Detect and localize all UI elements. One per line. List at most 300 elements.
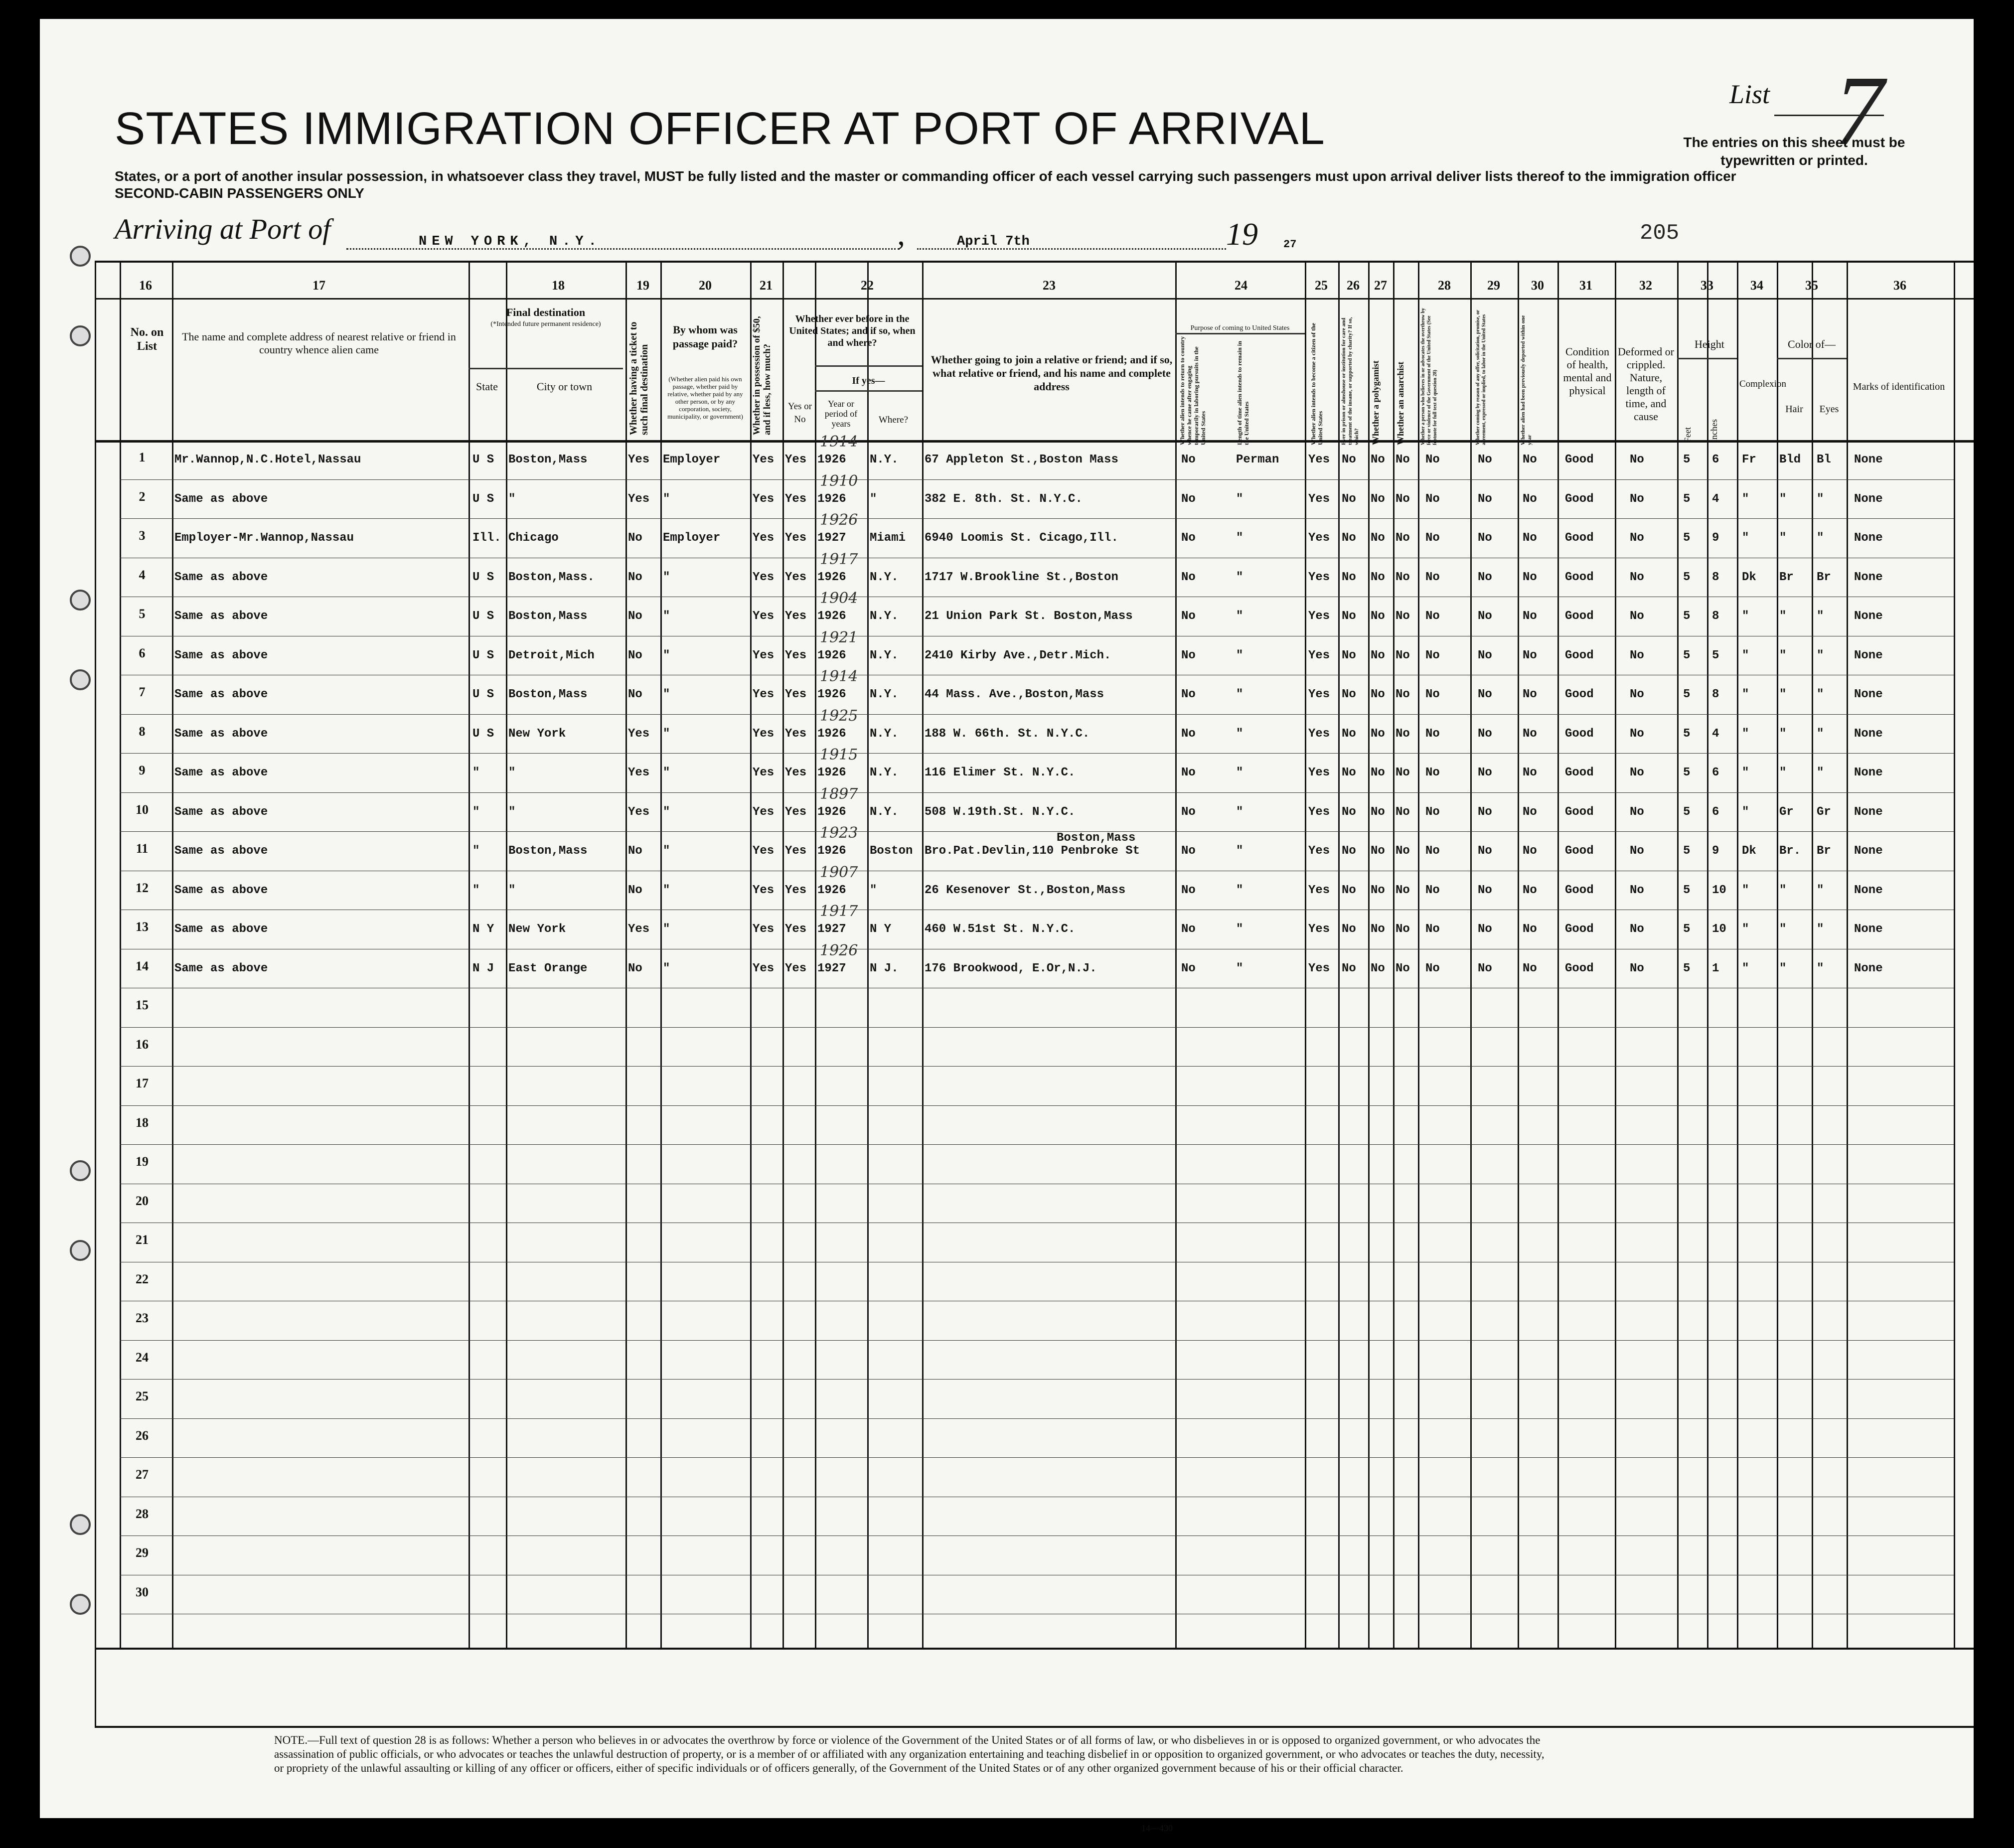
cell-p1: No xyxy=(1181,962,1196,975)
row-rule xyxy=(120,831,1954,832)
cell-yr: 1927 xyxy=(817,923,846,936)
cell-comp: " xyxy=(1742,531,1749,545)
cell-eyes: " xyxy=(1817,492,1824,506)
column-rule xyxy=(1393,261,1394,1648)
cell-city: East Orange xyxy=(508,962,588,975)
cell-fifty: Yes xyxy=(753,492,775,506)
cell-marks: None xyxy=(1854,766,1883,779)
cell-q30: No xyxy=(1523,923,1537,936)
header-q29: Whether coming by reason of any offer, solicitation, promise, or agreement, expressed or implied, to labor in the United States xyxy=(1475,309,1487,445)
cell-city: Chicago xyxy=(508,531,559,545)
column-rule xyxy=(1518,261,1519,1648)
punch-hole xyxy=(70,669,91,690)
cell-q28: No xyxy=(1425,805,1440,819)
cell-q29: No xyxy=(1478,844,1492,858)
row-number: 2 xyxy=(139,489,146,504)
row-number: 27 xyxy=(136,1467,149,1482)
row-rule xyxy=(120,1066,1954,1067)
cell-q28: No xyxy=(1425,531,1440,545)
cell-q30: No xyxy=(1523,492,1537,506)
cell-ticket: Yes xyxy=(628,727,650,741)
header-q30: Whether alien had been previously deported within one year xyxy=(1520,315,1533,445)
cell-fifty: Yes xyxy=(753,649,775,662)
row-number: 23 xyxy=(136,1311,149,1325)
column-number: 21 xyxy=(760,278,773,293)
cell-poly: No xyxy=(1371,766,1385,779)
cell-ticket: No xyxy=(628,649,642,662)
handwritten-year: 1926 xyxy=(820,942,858,959)
arriving-label: Arriving at Port of xyxy=(115,213,331,245)
header-hair: Hair xyxy=(1785,404,1803,415)
cell-yr: 1926 xyxy=(817,610,846,623)
cell-p2: Perman xyxy=(1236,453,1279,466)
column-rule xyxy=(1707,261,1708,1648)
cell-hair: " xyxy=(1779,766,1787,779)
punch-hole xyxy=(70,246,91,267)
cell-ft: 5 xyxy=(1683,571,1691,584)
cell-prison: No xyxy=(1342,453,1356,466)
cell-p1: No xyxy=(1181,844,1196,858)
cell-in: 4 xyxy=(1712,492,1719,506)
handwritten-year: 1914 xyxy=(820,668,858,685)
color-rule xyxy=(1777,358,1847,359)
cell-marks: None xyxy=(1854,805,1883,819)
cell-yr: 1926 xyxy=(817,884,846,897)
cell-fifty: Yes xyxy=(753,884,775,897)
cell-prison: No xyxy=(1342,688,1356,701)
cell-eyes: " xyxy=(1817,531,1824,545)
header-final-destination: Final destination xyxy=(506,306,586,318)
cell-p2: " xyxy=(1236,844,1243,858)
column-rule xyxy=(1812,261,1813,1648)
cell-eyes: " xyxy=(1817,962,1824,975)
cell-rel: Same as above xyxy=(174,962,268,975)
cell-eyes: " xyxy=(1817,884,1824,897)
cell-q28: No xyxy=(1425,884,1440,897)
cell-anar: No xyxy=(1395,844,1410,858)
cell-marks: None xyxy=(1854,884,1883,897)
cell-state: Ill. xyxy=(472,531,501,545)
cell-in: 6 xyxy=(1712,805,1719,819)
cell-where: " xyxy=(870,492,877,506)
row-rule xyxy=(120,518,1954,519)
cell-prison: No xyxy=(1342,844,1356,858)
cell-eyes: " xyxy=(1817,923,1824,936)
cell-health: Good xyxy=(1565,649,1594,662)
cell-rel: Same as above xyxy=(174,571,268,584)
column-number: 18 xyxy=(552,278,565,293)
column-number: 22 xyxy=(861,278,874,293)
header-joining: Whether going to join a relative or friend; and if so, what relative or friend, and his name and complete address xyxy=(930,353,1173,393)
row-rule xyxy=(120,479,1954,480)
cell-q28: No xyxy=(1425,688,1440,701)
cell-yr: 1926 xyxy=(817,844,846,858)
cell-rel: Same as above xyxy=(174,492,268,506)
cell-deformed: No xyxy=(1630,610,1644,623)
cell-hair: " xyxy=(1779,962,1787,975)
cell-rel: Same as above xyxy=(174,610,268,623)
header-if-yes: If yes— xyxy=(852,375,885,386)
cell-q29: No xyxy=(1478,492,1492,506)
cell-join: 508 W.19th.St. N.Y.C. xyxy=(925,805,1076,819)
cell-ever: Yes xyxy=(785,923,807,936)
cell-fifty: Yes xyxy=(753,610,775,623)
cell-marks: None xyxy=(1854,844,1883,858)
row-number: 6 xyxy=(139,646,146,660)
cell-anar: No xyxy=(1395,727,1410,741)
punch-hole xyxy=(70,590,91,611)
cell-ever: Yes xyxy=(785,884,807,897)
cell-hair: " xyxy=(1779,884,1787,897)
cell-ft: 5 xyxy=(1683,727,1691,741)
cell-p1: No xyxy=(1181,649,1196,662)
year-prefix: 19 xyxy=(1226,216,1258,252)
cell-eyes: Bl xyxy=(1817,453,1831,466)
column-rule xyxy=(1470,261,1472,1648)
handwritten-year: 1904 xyxy=(820,590,858,607)
cell-join: 44 Mass. Ave.,Boston,Mass xyxy=(925,688,1104,701)
header-color-of: Color of— xyxy=(1788,338,1836,350)
cell-anar: No xyxy=(1395,571,1410,584)
cell-hair: " xyxy=(1779,727,1787,741)
cell-yr: 1927 xyxy=(817,962,846,975)
cell-deformed: No xyxy=(1630,884,1644,897)
row-number: 12 xyxy=(136,881,149,895)
cell-join: 188 W. 66th. St. N.Y.C. xyxy=(925,727,1090,741)
row-rule xyxy=(120,1379,1954,1380)
cell-in: 8 xyxy=(1712,688,1719,701)
cell-health: Good xyxy=(1565,805,1594,819)
punch-hole xyxy=(70,1240,91,1261)
column-number: 17 xyxy=(312,278,325,293)
cell-rel: Mr.Wannop,N.C.Hotel,Nassau xyxy=(174,453,361,466)
column-rule xyxy=(1175,261,1177,1648)
column-number: 19 xyxy=(636,278,649,293)
column-number: 32 xyxy=(1639,278,1652,293)
cell-join: 1717 W.Brookline St.,Boston xyxy=(925,571,1118,584)
header-marks: Marks of identification xyxy=(1853,381,1945,392)
header-purpose-b: Length of time alien intends to remain in the United States xyxy=(1236,341,1250,445)
handwritten-year: 1921 xyxy=(820,629,858,646)
cell-deformed: No xyxy=(1630,492,1644,506)
cell-join: 67 Appleton St.,Boston Mass xyxy=(925,453,1118,466)
column-number: 34 xyxy=(1750,278,1763,293)
header-prison: Ever in prison or almshouse or institution for care and treatment of the insane, or supported by charity? If so, which? xyxy=(1341,317,1360,445)
cell-anar: No xyxy=(1395,884,1410,897)
cell-poly: No xyxy=(1371,962,1385,975)
cell-q28: No xyxy=(1425,453,1440,466)
cell-paid: " xyxy=(663,492,670,506)
cell-q29: No xyxy=(1478,727,1492,741)
cell-deformed: No xyxy=(1630,766,1644,779)
cell-rel: Same as above xyxy=(174,727,268,741)
column-rule xyxy=(1777,261,1778,1648)
cell-state: U S xyxy=(472,610,494,623)
cell-ticket: Yes xyxy=(628,453,650,466)
cell-p2: " xyxy=(1236,962,1243,975)
cell-citizen: Yes xyxy=(1308,571,1330,584)
cell-marks: None xyxy=(1854,610,1883,623)
cell-state: N Y xyxy=(472,923,494,936)
ever-before-rule xyxy=(815,365,922,367)
cell-citizen: Yes xyxy=(1308,805,1330,819)
cell-comp: " xyxy=(1742,727,1749,741)
cell-ft: 5 xyxy=(1683,610,1691,623)
cell-city: Boston,Mass xyxy=(508,844,588,858)
cell-p2: " xyxy=(1236,492,1243,506)
cell-ever: Yes xyxy=(785,571,807,584)
column-rule xyxy=(1847,261,1848,1648)
cell-eyes: Br xyxy=(1817,844,1831,858)
cell-where: Miami xyxy=(870,531,906,545)
cell-state: " xyxy=(472,766,480,779)
cell-q30: No xyxy=(1523,610,1537,623)
cell-city: New York xyxy=(508,727,566,741)
column-rule xyxy=(1557,261,1559,1648)
cell-deformed: No xyxy=(1630,649,1644,662)
header-no-on-list: No. on List xyxy=(130,326,164,353)
column-rule xyxy=(506,261,507,1648)
cell-rel: Same as above xyxy=(174,649,268,662)
row-number: 7 xyxy=(139,685,146,699)
punch-hole xyxy=(70,1594,91,1615)
cell-health: Good xyxy=(1565,923,1594,936)
cell-paid: " xyxy=(663,962,670,975)
cell-marks: None xyxy=(1854,531,1883,545)
form-number: 14—430 xyxy=(1141,1823,1173,1833)
column-number: 36 xyxy=(1893,278,1906,293)
cell-q30: No xyxy=(1523,688,1537,701)
row-number: 5 xyxy=(139,607,146,621)
cell-ticket: No xyxy=(628,844,642,858)
header-city: City or town xyxy=(536,380,593,393)
cell-poly: No xyxy=(1371,610,1385,623)
cell-citizen: Yes xyxy=(1308,923,1330,936)
row-rule xyxy=(120,1105,1954,1106)
cell-prison: No xyxy=(1342,805,1356,819)
cell-ft: 5 xyxy=(1683,962,1691,975)
row-rule xyxy=(120,753,1954,754)
cell-city: " xyxy=(508,884,516,897)
cell-fifty: Yes xyxy=(753,844,775,858)
row-number: 9 xyxy=(139,763,146,777)
cell-citizen: Yes xyxy=(1308,492,1330,506)
cell-q30: No xyxy=(1523,531,1537,545)
handwritten-year: 1917 xyxy=(820,903,858,920)
cell-where: N.Y. xyxy=(870,649,899,662)
cell-health: Good xyxy=(1565,531,1594,545)
column-number: 23 xyxy=(1043,278,1056,293)
cell-ever: Yes xyxy=(785,805,807,819)
cell-hair: Br xyxy=(1779,571,1794,584)
subtitle-line: States, or a port of another insular possession, in whatsoever class they travel, MUST be fully listed and the master or commanding officer of each vessel carrying such passengers must upon arrival deliver lists thereof to the immigration officer xyxy=(115,168,1736,184)
header-possession-50: Whether in possession of $50, and if less, how much? xyxy=(752,316,773,435)
cell-city: New York xyxy=(508,923,566,936)
cell-fifty: Yes xyxy=(753,766,775,779)
cell-prison: No xyxy=(1342,492,1356,506)
cell-poly: No xyxy=(1371,805,1385,819)
column-rule xyxy=(172,261,173,1648)
cell-q28: No xyxy=(1425,727,1440,741)
cell-state: " xyxy=(472,805,480,819)
row-rule xyxy=(120,1144,1954,1145)
cell-yr: 1927 xyxy=(817,531,846,545)
cell-deformed: No xyxy=(1630,453,1644,466)
column-number: 16 xyxy=(139,278,152,293)
cell-ticket: Yes xyxy=(628,805,650,819)
cell-comp: " xyxy=(1742,766,1749,779)
cell-q29: No xyxy=(1478,649,1492,662)
cell-where: N.Y. xyxy=(870,571,899,584)
column-rule xyxy=(1305,261,1306,1648)
cell-p1: No xyxy=(1181,688,1196,701)
cell-paid: " xyxy=(663,923,670,936)
cell-citizen: Yes xyxy=(1308,649,1330,662)
cell-where: N J. xyxy=(870,962,899,975)
cell-anar: No xyxy=(1395,610,1410,623)
cell-prison: No xyxy=(1342,649,1356,662)
cell-p2: " xyxy=(1236,649,1243,662)
column-rule xyxy=(1615,261,1616,1648)
cell-p1: No xyxy=(1181,884,1196,897)
cell-ft: 5 xyxy=(1683,531,1691,545)
cell-p2: " xyxy=(1236,766,1243,779)
cell-q28: No xyxy=(1425,610,1440,623)
column-number: 24 xyxy=(1235,278,1247,293)
cell-state: U S xyxy=(472,571,494,584)
cell-in: 9 xyxy=(1712,844,1719,858)
cell-poly: No xyxy=(1371,453,1385,466)
cell-poly: No xyxy=(1371,844,1385,858)
row-number: 11 xyxy=(136,841,149,856)
cell-eyes: " xyxy=(1817,610,1824,623)
cell-where: N.Y. xyxy=(870,766,899,779)
cell-prison: No xyxy=(1342,727,1356,741)
cell-state: U S xyxy=(472,453,494,466)
cell-deformed: No xyxy=(1630,531,1644,545)
cell-p1: No xyxy=(1181,766,1196,779)
cell-ft: 5 xyxy=(1683,884,1691,897)
cell-paid: Employer xyxy=(663,453,721,466)
cell-p2: " xyxy=(1236,805,1243,819)
cell-q30: No xyxy=(1523,727,1537,741)
cell-eyes: " xyxy=(1817,766,1824,779)
header-state: State xyxy=(476,380,498,393)
cell-state: N J xyxy=(472,962,494,975)
row-number: 21 xyxy=(136,1232,149,1247)
cell-rel: Employer-Mr.Wannop,Nassau xyxy=(174,531,354,545)
cell-prison: No xyxy=(1342,962,1356,975)
punch-hole xyxy=(70,1160,91,1181)
cell-fifty: Yes xyxy=(753,453,775,466)
cell-ft: 5 xyxy=(1683,453,1691,466)
column-number: 30 xyxy=(1531,278,1544,293)
cell-in: 4 xyxy=(1712,727,1719,741)
cell-where: Boston xyxy=(870,844,913,858)
row-number: 18 xyxy=(136,1115,149,1130)
column-number: 31 xyxy=(1579,278,1592,293)
cell-q28: No xyxy=(1425,766,1440,779)
cell-poly: No xyxy=(1371,884,1385,897)
cell-prison: No xyxy=(1342,531,1356,545)
height-rule xyxy=(1677,358,1737,359)
cell-health: Good xyxy=(1565,610,1594,623)
cell-anar: No xyxy=(1395,766,1410,779)
cell-ticket: Yes xyxy=(628,766,650,779)
handwritten-year: 1907 xyxy=(820,864,858,881)
row-number: 22 xyxy=(136,1272,149,1286)
cell-poly: No xyxy=(1371,492,1385,506)
cell-where: N.Y. xyxy=(870,453,899,466)
column-rule xyxy=(782,261,784,1648)
cell-ft: 5 xyxy=(1683,805,1691,819)
cell-p2: " xyxy=(1236,571,1243,584)
cell-anar: No xyxy=(1395,531,1410,545)
cell-poly: No xyxy=(1371,688,1385,701)
handwritten-year: 1923 xyxy=(820,824,858,842)
cell-p1: No xyxy=(1181,492,1196,506)
row-rule xyxy=(120,1340,1954,1341)
cell-yr: 1926 xyxy=(817,453,846,466)
column-number: 29 xyxy=(1487,278,1500,293)
row-rule xyxy=(120,792,1954,793)
cell-q30: No xyxy=(1523,766,1537,779)
cell-ever: Yes xyxy=(785,844,807,858)
cell-p2: " xyxy=(1236,923,1243,936)
cell-health: Good xyxy=(1565,766,1594,779)
header-polygamist: Whether a polygamist xyxy=(1371,360,1381,445)
cell-join: Bro.Pat.Devlin,110 Penbroke St xyxy=(925,844,1140,858)
header-anarchist: Whether an anarchist xyxy=(1395,361,1405,445)
header-citizen: Whether alien intends to become a citizen of the United States xyxy=(1310,322,1324,445)
cell-deformed: No xyxy=(1630,688,1644,701)
cell-prison: No xyxy=(1342,571,1356,584)
cell-ticket: No xyxy=(628,531,642,545)
header-ever-before: Whether ever before in the United States; and if so, when and where? xyxy=(789,313,916,348)
cell-q30: No xyxy=(1523,453,1537,466)
cell-ever: Yes xyxy=(785,962,807,975)
header-condition: Condition of health, mental and physical xyxy=(1563,345,1612,397)
row-number: 28 xyxy=(136,1507,149,1521)
cell-citizen: Yes xyxy=(1308,531,1330,545)
if-yes-rule xyxy=(815,390,922,392)
cell-hair: " xyxy=(1779,649,1787,662)
row-rule xyxy=(120,1418,1954,1419)
cell-state: U S xyxy=(472,688,494,701)
row-number: 19 xyxy=(136,1154,149,1169)
cell-paid: Employer xyxy=(663,531,721,545)
cell-eyes: " xyxy=(1817,727,1824,741)
header-passage-paid: By whom was passage paid? xyxy=(672,323,738,350)
row-number: 24 xyxy=(136,1350,149,1365)
cell-q29: No xyxy=(1478,571,1492,584)
cell-q29: No xyxy=(1478,884,1492,897)
cell-where: N.Y. xyxy=(870,610,899,623)
cell-rel: Same as above xyxy=(174,766,268,779)
header-height: Height xyxy=(1695,338,1724,350)
cell-prison: No xyxy=(1342,884,1356,897)
column-rule xyxy=(1677,261,1679,1648)
column-rule xyxy=(815,261,816,1648)
port-value: NEW YORK, N.Y. xyxy=(419,234,602,249)
cell-anar: No xyxy=(1395,492,1410,506)
cell-deformed: No xyxy=(1630,727,1644,741)
cell-in: 10 xyxy=(1712,923,1726,936)
cell-ticket: No xyxy=(628,571,642,584)
cell-p1: No xyxy=(1181,805,1196,819)
cell-yr: 1926 xyxy=(817,727,846,741)
cell-comp: " xyxy=(1742,962,1749,975)
